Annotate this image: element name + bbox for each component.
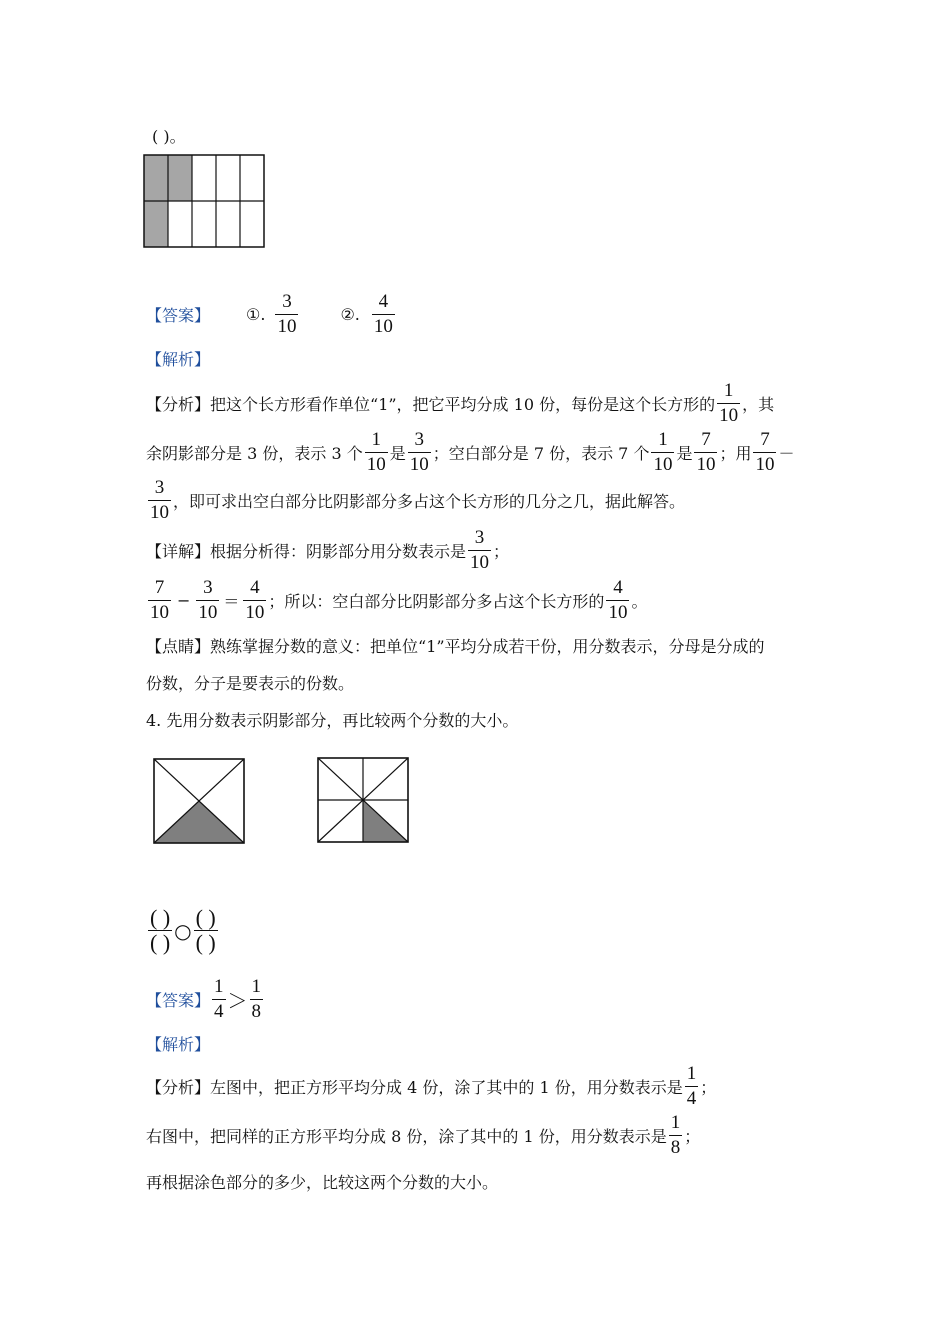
q3-dianjing-line-2: 份数，分子是要表示的份数。 bbox=[146, 674, 355, 693]
q3-xiangjie-line-2: $\frac{7}{10}$ − $\frac{3}{10}$ ＝ $\frac{4}{10}$ ；所以：空白部分比阴影部分多占这个长方形的 $\frac{4}{10}$ 。 bbox=[150, 577, 648, 623]
q4-left-square-figure bbox=[152, 757, 248, 847]
q4-fenxi-line-2: 右图中，把同样的正方形平均分成 8 份，涂了其中的 1 份，用分数表示是 $\frac{1}{8}$ ； bbox=[146, 1112, 701, 1158]
q4-title: 4. 先用分数表示阴影部分，再比较两个分数的大小。 bbox=[146, 711, 519, 730]
answer-1-label: ①. bbox=[246, 305, 266, 324]
jiexi-tag: 【解析】 bbox=[146, 350, 211, 369]
answer-2-label: ②. bbox=[340, 305, 360, 324]
q4-fenxi-line-1: 【分析】 左图中，把正方形平均分成 4 份，涂了其中的 1 份，用分数表示是 $\frac{1}{4}$ ； bbox=[146, 1063, 717, 1109]
q4-answer-row: 【答案】 $\frac{1}{4}$ ＞ $\frac{1}{8}$ bbox=[146, 976, 262, 1022]
answer-2-fraction: $\frac{4}{10}$ bbox=[373, 291, 393, 337]
q3-grid-figure bbox=[143, 154, 267, 250]
q3-dianjing-line-1: 【点睛】熟练掌握分数的意义：把单位“1”平均分成若干份，用分数表示，分母是分成的 bbox=[146, 637, 765, 656]
q3-xiangjie-line-1: 【详解】 根据分析得：阴影部分用分数表示是 $\frac{3}{10}$ ； bbox=[146, 527, 510, 573]
q3-fenxi-line-3: $\frac{3}{10}$ ，即可求出空白部分比阴影部分多占这个长方形的几分之几，据此解答。 bbox=[150, 477, 686, 523]
q4-right-square-figure bbox=[316, 756, 412, 846]
q3-answer-row bbox=[146, 292, 397, 337]
q4-jiexi-tag: 【解析】 bbox=[146, 1035, 211, 1054]
q4-fenxi-line-3: 再根据涂色部分的多少，比较这两个分数的大小。 bbox=[146, 1173, 499, 1192]
answer-tag: 【答案】 bbox=[146, 306, 211, 325]
q3-blank-line: ( )。 bbox=[152, 127, 186, 146]
answer-1-fraction: $\frac{3}{10}$ bbox=[277, 291, 297, 337]
q4-blank-comparison: $\frac{( )}{( )}$ ○ $\frac{( )}{( )}$ bbox=[150, 905, 216, 955]
q3-fenxi-line-1: 【分析】 把这个长方形看作单位“1”，把它平均分成 10 份，每份是这个长方形的 $\frac{1}{10}$ ，其 bbox=[146, 380, 775, 426]
q3-fenxi-line-2: 余阴影部分是 3 份，表示 3 个 $\frac{1}{10}$ 是 $\frac{3}{10}$ ；空白部分是 7 份，表示 7 个 $\frac{1}{10}$ 是 $\frac{7}{10}$ ；用 $\frac{7}{10}$ － bbox=[146, 429, 795, 475]
